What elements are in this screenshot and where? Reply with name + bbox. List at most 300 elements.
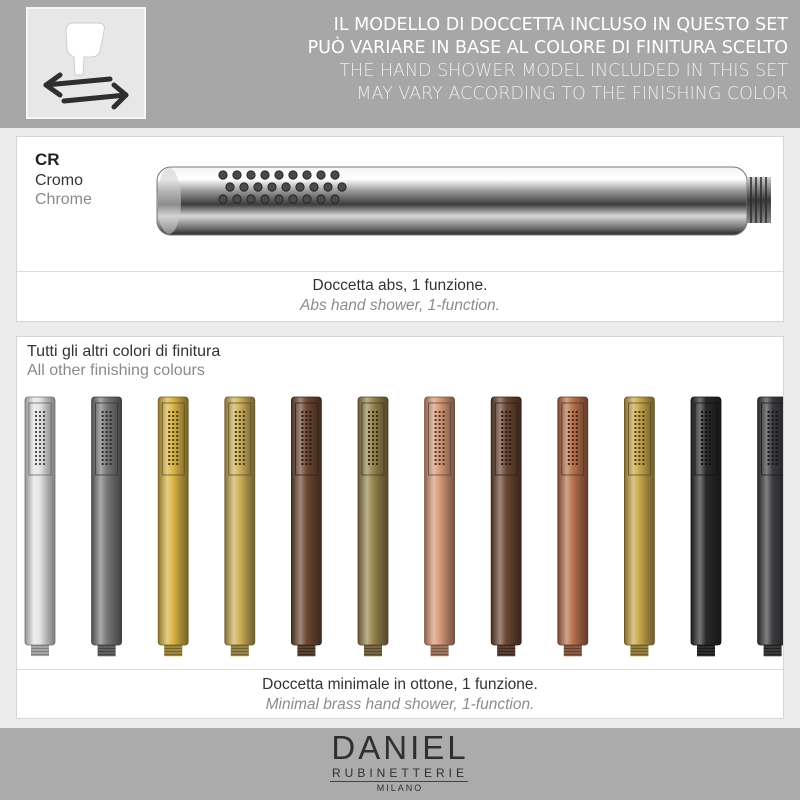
nozzle-dot — [168, 439, 170, 441]
nozzle-dot — [372, 447, 374, 449]
nozzle-dot — [576, 435, 578, 437]
nozzle-dot — [642, 423, 644, 425]
nozzle-dot — [301, 435, 303, 437]
nozzle-dot — [576, 463, 578, 465]
nozzle-dot — [376, 439, 378, 441]
nozzle-dot — [172, 443, 174, 445]
nozzle-dot — [709, 427, 711, 429]
nozzle-dot — [243, 439, 245, 441]
nozzle-dot — [102, 415, 104, 417]
nozzle-dot — [709, 419, 711, 421]
nozzle-dot — [642, 411, 644, 413]
shower-body — [291, 397, 321, 645]
nozzle-dot — [43, 439, 45, 441]
nozzle-dot — [576, 431, 578, 433]
nozzle-dot — [505, 451, 507, 453]
other-finishes-title-it: Tutti gli altri colori di finitura — [27, 343, 221, 360]
nozzle-dot — [705, 435, 707, 437]
nozzle-dot — [638, 419, 640, 421]
nozzle-dot — [235, 451, 237, 453]
nozzle-dot — [372, 411, 374, 413]
nozzle-dot — [35, 439, 37, 441]
nozzle-dot — [43, 443, 45, 445]
nozzle-dot — [106, 463, 108, 465]
nozzle-dot — [106, 439, 108, 441]
finish-swatch-shower — [25, 397, 55, 656]
nozzle-dot — [572, 447, 574, 449]
nozzle-dot — [642, 415, 644, 417]
nozzle-dot — [772, 411, 774, 413]
nozzle-dot — [39, 447, 41, 449]
nozzle-dot — [634, 411, 636, 413]
nozzle-dot — [634, 423, 636, 425]
nozzle-dot — [106, 431, 108, 433]
nozzle-dot — [172, 431, 174, 433]
nozzle-dot — [110, 423, 112, 425]
nozzle-dot — [309, 419, 311, 421]
nozzle-dot — [305, 431, 307, 433]
finish-swatch-shower — [358, 397, 388, 656]
nozzle-dot — [102, 459, 104, 461]
nozzle-dot — [705, 439, 707, 441]
nozzle-dot — [239, 443, 241, 445]
nozzle-dot — [568, 415, 570, 417]
other-finishes-title-en: All other finishing colours — [27, 362, 205, 379]
nozzle-dot — [243, 431, 245, 433]
nozzle-dot — [239, 423, 241, 425]
nozzle-dot — [172, 455, 174, 457]
nozzle-dot — [705, 431, 707, 433]
nozzle-dot — [233, 171, 241, 179]
nozzle-dot — [443, 443, 445, 445]
nozzle-dot — [772, 415, 774, 417]
nozzle-dot — [439, 415, 441, 417]
nozzle-dot — [235, 415, 237, 417]
nozzle-dot — [168, 463, 170, 465]
nozzle-dot — [509, 455, 511, 457]
nozzle-dot — [168, 427, 170, 429]
nozzle-dot — [372, 443, 374, 445]
nozzle-dot — [701, 427, 703, 429]
nozzle-dot — [39, 415, 41, 417]
nozzle-dot — [638, 431, 640, 433]
nozzle-dot — [501, 411, 503, 413]
nozzle-dot — [168, 431, 170, 433]
chrome-finish-panel — [16, 136, 784, 322]
nozzle-dot — [239, 415, 241, 417]
nozzle-dot — [301, 459, 303, 461]
shower-body — [25, 397, 55, 645]
nozzle-dot — [301, 463, 303, 465]
nozzle-dot — [368, 463, 370, 465]
nozzle-dot — [35, 463, 37, 465]
nozzle-dot — [439, 447, 441, 449]
nozzle-dot — [772, 427, 774, 429]
nozzle-dot — [110, 431, 112, 433]
nozzle-dot — [106, 447, 108, 449]
nozzle-dot — [705, 415, 707, 417]
nozzle-dot — [501, 447, 503, 449]
nozzle-dot — [501, 443, 503, 445]
nozzle-dot — [505, 459, 507, 461]
nozzle-dot — [376, 423, 378, 425]
nozzle-dot — [701, 411, 703, 413]
nozzle-dot — [372, 415, 374, 417]
nozzle-dot — [439, 431, 441, 433]
nozzle-dot — [172, 419, 174, 421]
nozzle-dot — [233, 195, 241, 203]
other-finishes-area — [17, 337, 783, 670]
nozzle-dot — [768, 411, 770, 413]
nozzle-dot — [39, 451, 41, 453]
nozzle-dot — [106, 427, 108, 429]
nozzle-dot — [505, 439, 507, 441]
nozzle-dot — [768, 415, 770, 417]
nozzle-dot — [110, 439, 112, 441]
nozzle-dot — [110, 419, 112, 421]
nozzle-dot — [439, 463, 441, 465]
nozzle-dot — [261, 171, 269, 179]
nozzle-dot — [372, 427, 374, 429]
nozzle-dot — [435, 459, 437, 461]
brand-logo-name: DANIEL — [331, 729, 469, 766]
nozzle-dot — [303, 171, 311, 179]
nozzle-dot — [106, 435, 108, 437]
nozzle-dot — [254, 183, 262, 191]
nozzle-dot — [709, 415, 711, 417]
nozzle-dot — [572, 443, 574, 445]
nozzle-dot — [309, 447, 311, 449]
nozzle-dot — [709, 451, 711, 453]
nozzle-dot — [168, 423, 170, 425]
nozzle-dot — [572, 451, 574, 453]
nozzle-dot — [638, 423, 640, 425]
nozzle-dot — [102, 419, 104, 421]
nozzle-dot — [768, 427, 770, 429]
nozzle-dot — [35, 431, 37, 433]
finish-swatch-shower — [624, 397, 654, 656]
nozzle-dot — [368, 419, 370, 421]
nozzle-dot — [501, 419, 503, 421]
nozzle-dot — [239, 427, 241, 429]
nozzle-dot — [301, 439, 303, 441]
nozzle-dot — [35, 423, 37, 425]
nozzle-dot — [776, 451, 778, 453]
nozzle-dot — [439, 443, 441, 445]
nozzle-dot — [568, 443, 570, 445]
shower-body — [158, 397, 188, 645]
nozzle-dot — [501, 423, 503, 425]
nozzle-dot — [501, 451, 503, 453]
nozzle-dot — [305, 439, 307, 441]
nozzle-dot — [376, 415, 378, 417]
nozzle-dot — [309, 455, 311, 457]
nozzle-dot — [705, 447, 707, 449]
nozzle-dot — [576, 415, 578, 417]
shower-body — [624, 397, 654, 645]
nozzle-dot — [376, 443, 378, 445]
nozzle-dot — [435, 411, 437, 413]
nozzle-dot — [43, 431, 45, 433]
nozzle-dot — [35, 443, 37, 445]
nozzle-dot — [239, 455, 241, 457]
nozzle-dot — [568, 427, 570, 429]
nozzle-dot — [102, 463, 104, 465]
nozzle-dot — [35, 419, 37, 421]
nozzle-dot — [368, 451, 370, 453]
nozzle-dot — [39, 431, 41, 433]
nozzle-dot — [324, 183, 332, 191]
nozzle-dot — [39, 443, 41, 445]
nozzle-dot — [776, 431, 778, 433]
nozzle-dot — [509, 463, 511, 465]
nozzle-dot — [572, 411, 574, 413]
nozzle-dot — [239, 463, 241, 465]
nozzle-dot — [172, 427, 174, 429]
nozzle-dot — [776, 415, 778, 417]
nozzle-dot — [705, 411, 707, 413]
nozzle-dot — [275, 195, 283, 203]
nozzle-dot — [39, 411, 41, 413]
nozzle-dot — [501, 435, 503, 437]
nozzle-dot — [39, 419, 41, 421]
nozzle-dot — [301, 423, 303, 425]
nozzle-dot — [305, 447, 307, 449]
chrome-caption — [17, 276, 783, 316]
nozzle-dot — [768, 455, 770, 457]
nozzle-dot — [642, 427, 644, 429]
nozzle-dot — [368, 447, 370, 449]
nozzle-dot — [576, 451, 578, 453]
nozzle-dot — [305, 443, 307, 445]
nozzle-dot — [634, 439, 636, 441]
nozzle-dot — [243, 415, 245, 417]
nozzle-dot — [572, 419, 574, 421]
nozzle-dot — [501, 431, 503, 433]
nozzle-dot — [505, 443, 507, 445]
nozzle-dot — [106, 415, 108, 417]
nozzle-dot — [568, 439, 570, 441]
nozzle-dot — [289, 171, 297, 179]
nozzle-dot — [43, 459, 45, 461]
nozzle-dot — [309, 451, 311, 453]
nozzle-dot — [376, 435, 378, 437]
nozzle-dot — [243, 459, 245, 461]
nozzle-dot — [501, 415, 503, 417]
finish-swatch-shower — [225, 397, 255, 656]
nozzle-dot — [509, 435, 511, 437]
nozzle-dot — [705, 451, 707, 453]
nozzle-dot — [509, 451, 511, 453]
nozzle-dot — [638, 435, 640, 437]
nozzle-dot — [435, 431, 437, 433]
nozzle-dot — [439, 451, 441, 453]
nozzle-dot — [443, 463, 445, 465]
nozzle-dot — [301, 455, 303, 457]
nozzle-dot — [435, 439, 437, 441]
nozzle-dot — [39, 459, 41, 461]
nozzle-dot — [305, 459, 307, 461]
nozzle-dot — [509, 459, 511, 461]
nozzle-dot — [106, 443, 108, 445]
model-notice-text — [308, 14, 788, 106]
nozzle-dot — [176, 463, 178, 465]
nozzle-dot — [309, 459, 311, 461]
nozzle-dot — [701, 415, 703, 417]
nozzle-dot — [439, 423, 441, 425]
nozzle-dot — [435, 451, 437, 453]
nozzle-dot — [39, 455, 41, 457]
nozzle-dot — [634, 443, 636, 445]
nozzle-dot — [505, 431, 507, 433]
nozzle-dot — [110, 411, 112, 413]
nozzle-dot — [509, 419, 511, 421]
nozzle-dot — [309, 431, 311, 433]
nozzle-dot — [638, 439, 640, 441]
nozzle-dot — [43, 435, 45, 437]
chrome-product-area — [17, 137, 783, 272]
nozzle-dot — [235, 411, 237, 413]
nozzle-dot — [701, 451, 703, 453]
nozzle-dot — [443, 427, 445, 429]
nozzle-dot — [701, 455, 703, 457]
nozzle-dot — [35, 415, 37, 417]
nozzle-dot — [39, 435, 41, 437]
footer-bar — [0, 728, 800, 800]
nozzle-dot — [568, 435, 570, 437]
nozzle-dot — [576, 447, 578, 449]
nozzle-dot — [261, 195, 269, 203]
nozzle-dot — [572, 455, 574, 457]
nozzle-dot — [701, 419, 703, 421]
shower-body — [358, 397, 388, 645]
nozzle-dot — [303, 195, 311, 203]
nozzle-dot — [576, 411, 578, 413]
nozzle-dot — [235, 427, 237, 429]
chrome-hand-shower-image — [155, 165, 775, 245]
nozzle-dot — [368, 455, 370, 457]
nozzle-dot — [505, 415, 507, 417]
nozzle-dot — [439, 435, 441, 437]
nozzle-dot — [168, 411, 170, 413]
shower-body — [691, 397, 721, 645]
nozzle-dot — [310, 183, 318, 191]
nozzle-dot — [435, 463, 437, 465]
brand-divider — [330, 781, 468, 782]
nozzle-dot — [572, 439, 574, 441]
nozzle-dot — [435, 443, 437, 445]
nozzle-dot — [634, 419, 636, 421]
nozzle-dot — [35, 411, 37, 413]
nozzle-dot — [709, 455, 711, 457]
nozzle-dot — [168, 459, 170, 461]
other-finishes-caption — [17, 675, 783, 715]
nozzle-dot — [572, 459, 574, 461]
nozzle-dot — [568, 423, 570, 425]
nozzle-dot — [235, 439, 237, 441]
nozzle-dot — [176, 459, 178, 461]
nozzle-dot — [102, 443, 104, 445]
nozzle-dot — [634, 463, 636, 465]
nozzle-dot — [772, 439, 774, 441]
nozzle-dot — [634, 415, 636, 417]
nozzle-dot — [235, 435, 237, 437]
notice-line2-en: MAY VARY ACCORDING TO THE FINISHING COLOR — [356, 84, 788, 104]
nozzle-dot — [709, 411, 711, 413]
nozzle-dot — [772, 463, 774, 465]
nozzle-dot — [768, 443, 770, 445]
nozzle-dot — [176, 435, 178, 437]
nozzle-dot — [235, 459, 237, 461]
nozzle-dot — [176, 443, 178, 445]
nozzle-dot — [172, 423, 174, 425]
nozzle-dot — [368, 427, 370, 429]
nozzle-dot — [35, 455, 37, 457]
nozzle-dot — [768, 423, 770, 425]
nozzle-dot — [439, 419, 441, 421]
nozzle-dot — [268, 183, 276, 191]
nozzle-dot — [509, 443, 511, 445]
nozzle-dot — [106, 451, 108, 453]
nozzle-dot — [239, 459, 241, 461]
nozzle-dot — [776, 419, 778, 421]
nozzle-dot — [376, 451, 378, 453]
nozzle-dot — [443, 411, 445, 413]
nozzle-dot — [305, 423, 307, 425]
nozzle-dot — [509, 423, 511, 425]
nozzle-dot — [576, 455, 578, 457]
nozzle-dot — [239, 451, 241, 453]
nozzle-dot — [372, 431, 374, 433]
nozzle-dot — [772, 423, 774, 425]
nozzle-dot — [435, 415, 437, 417]
nozzle-dot — [705, 455, 707, 457]
nozzle-dot — [239, 435, 241, 437]
other-finishes-caption-it: Doccetta minimale in ottone, 1 funzione. — [262, 676, 538, 693]
nozzle-dot — [509, 447, 511, 449]
nozzle-dot — [309, 463, 311, 465]
nozzle-dot — [705, 419, 707, 421]
nozzle-dot — [331, 171, 339, 179]
nozzle-dot — [338, 183, 346, 191]
nozzle-dot — [368, 431, 370, 433]
other-finishes-panel — [16, 336, 784, 719]
nozzle-dot — [35, 459, 37, 461]
nozzle-dot — [705, 443, 707, 445]
nozzle-dot — [439, 439, 441, 441]
nozzle-dot — [768, 431, 770, 433]
nozzle-dot — [501, 455, 503, 457]
nozzle-dot — [43, 411, 45, 413]
nozzle-dot — [372, 439, 374, 441]
nozzle-dot — [642, 447, 644, 449]
nozzle-dot — [102, 423, 104, 425]
nozzle-dot — [705, 427, 707, 429]
nozzle-dot — [240, 183, 248, 191]
nozzle-dot — [243, 411, 245, 413]
nozzle-dot — [701, 431, 703, 433]
nozzle-dot — [572, 415, 574, 417]
finish-swatch-shower — [491, 397, 521, 656]
nozzle-dot — [289, 195, 297, 203]
nozzle-dot — [443, 431, 445, 433]
nozzle-dot — [172, 451, 174, 453]
nozzle-dot — [501, 439, 503, 441]
nozzle-dot — [709, 447, 711, 449]
nozzle-dot — [772, 443, 774, 445]
nozzle-dot — [443, 447, 445, 449]
nozzle-dot — [572, 427, 574, 429]
